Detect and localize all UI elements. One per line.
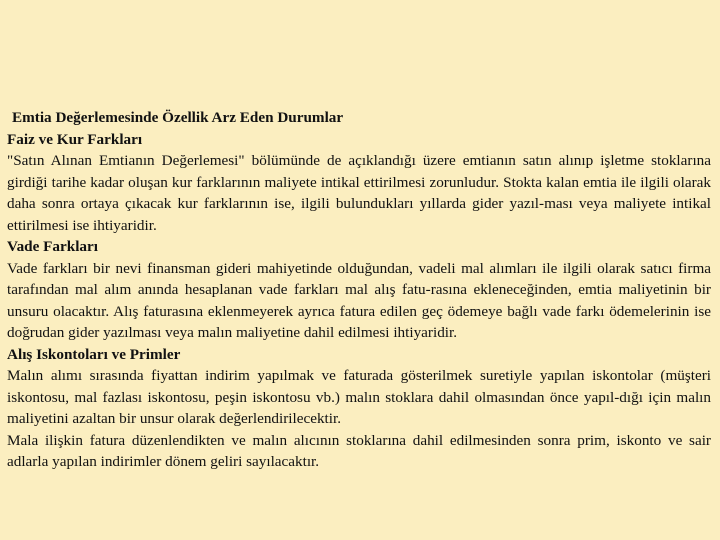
slide-title: Emtia Değerlemesinde Özellik Arz Eden Durumlar [12, 109, 344, 126]
slide-content [7, 107, 711, 473]
paragraph-post-invoice-discounts: Mala ilişkin fatura düzenlendikten ve malın alıcının stoklarına dahil edilmesinden sonra prim, iskonto ve sair adlarla yapılan indirimler dönem geliri sayılacaktır. [7, 431, 711, 470]
paragraph-exchange-differences: "Satın Alınan Emtianın Değerlemesi" bölümünde de açıklandığı üzere emtianın satın alınıp işletme stoklarına girdiği tarihe kadar oluşan kur farklarının maliyete intikal ettirilmesi zorunludur. Stokta kalan emtia ile ilgili olarak daha sonra ortaya çıkacak kur farklarının ise, ilgili bulundukları yıllarda gider yazıl-ması veya maliyete intikal ettirilmesi ise ihtiyaridir. [7, 152, 711, 234]
paragraph-maturity-differences: Vade farkları bir nevi finansman gideri mahiyetinde olduğundan, vadeli mal alımları ile ilgili olarak satıcı firma tarafından mal alım anında hesaplanan vade farkları mal alış fatu-rasına ekleneceğinden, emtia maliyetinin bir unsuru olacaktır. Alış faturasına eklenmeyerek ayrıca fatura edilen geç ödemeye bağlı vade farkı ödemelerinin ise doğrudan gider yazılması veya malın maliyetine dahil edilmesi ihtiyaridir. [7, 259, 711, 341]
paragraph-purchase-discounts: Malın alımı sırasında fiyattan indirim yapılmak ve faturada gösterilmek suretiyle yapılan iskontolar (müşteri iskontosu, mal fazlası iskontosu, peşin iskontosu vb.) malın stoklara dahil olmasından önce yapıl-dığı için malın maliyetini azaltan bir unsur olarak değerlendirilecektir. [7, 367, 711, 427]
section-heading-purchase-discounts: Alış Iskontoları ve Primler [7, 345, 181, 363]
section-heading-maturity-differences: Vade Farkları [7, 238, 98, 255]
section-heading-interest-exchange: Faiz ve Kur Farkları [7, 130, 143, 148]
